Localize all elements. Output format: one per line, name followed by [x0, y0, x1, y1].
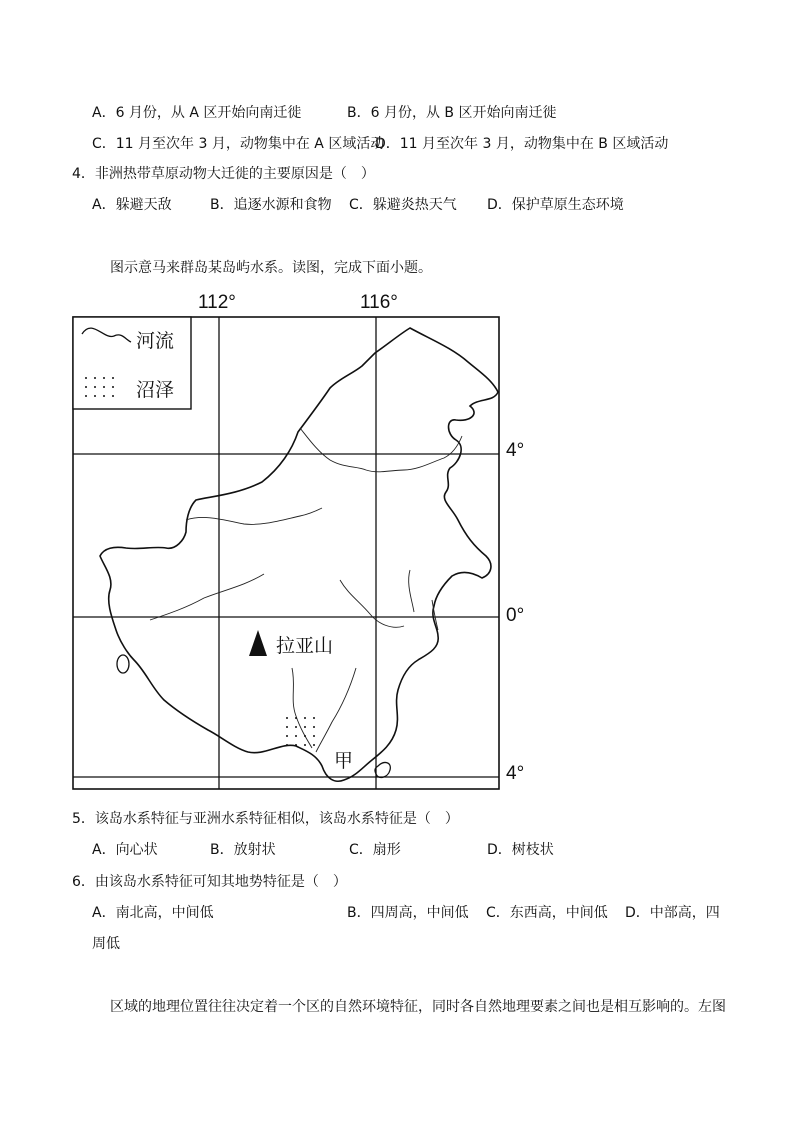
q6-option-d-text: D．中部高，四 [625, 905, 720, 921]
q3-option-d: D．11 月至次年 3 月，动物集中在 B 区域活动 [375, 136, 669, 152]
swamp-area [286, 717, 315, 746]
river-west-upper [186, 508, 322, 524]
q6-option-b: B．四周高，中间低 [347, 905, 469, 921]
islet-west [117, 655, 129, 673]
intro-text: 图示意马来群岛某岛屿水系。读图，完成下面小题。 [110, 260, 432, 276]
river-east-central [340, 580, 404, 627]
lat-label-0: 0° [506, 605, 525, 626]
legend-swamp-label: 沼泽 [136, 380, 175, 401]
legend-river-label: 河流 [136, 331, 175, 352]
lat-label-4n: 4° [506, 440, 525, 461]
river-east-branch [409, 570, 414, 612]
mountain-icon [249, 630, 267, 656]
river-west-lower [150, 574, 264, 620]
q6-option-d-continuation: 周低 [92, 936, 120, 952]
q3-option-c: C．11 月至次年 3 月，动物集中在 A 区域活动 [92, 136, 385, 152]
river-south-east [316, 668, 356, 752]
q6-option-d [625, 898, 728, 929]
islet-southeast [375, 763, 390, 778]
river-north [300, 428, 462, 472]
q4-option-c: C．躲避炎热天气 [349, 197, 457, 213]
mountain-label: 拉亚山 [276, 636, 334, 657]
q5-option-a: A．向心状 [92, 842, 158, 858]
q4-option-a: A．躲避天敌 [92, 197, 172, 213]
q6-stem: 6．由该岛水系特征可知其地势特征是（ ） [72, 874, 347, 890]
final-paragraph: 区域的地理位置往往决定着一个区的自然环境特征，同时各自然地理要素之间也是相互影响的。左图 [110, 999, 726, 1015]
q4-option-b: B．追逐水源和食物 [210, 197, 332, 213]
q5-stem: 5．该岛水系特征与亚洲水系特征相似，该岛水系特征是（ ） [72, 811, 459, 827]
q3-option-b: B．6 月份，从 B 区开始向南迁徙 [347, 105, 557, 121]
q4-stem: 4．非洲热带草原动物大迁徙的主要原因是（ ） [72, 166, 375, 182]
point-jia-label: 甲 [334, 751, 354, 772]
q5-option-c: C．扇形 [349, 842, 401, 858]
lon-label-112: 112° [198, 292, 236, 313]
q5-option-d: D．树枝状 [487, 842, 554, 858]
q6-option-a: A．南北高，中间低 [92, 905, 214, 921]
q3-option-a: A．6 月份，从 A 区开始向南迁徙 [92, 105, 302, 121]
lon-label-116: 116° [360, 292, 398, 313]
lat-label-4s: 4° [506, 763, 525, 784]
q5-option-b: B．放射状 [210, 842, 276, 858]
q6-option-c: C．东西高，中间低 [486, 905, 608, 921]
q4-option-d: D．保护草原生态环境 [487, 197, 624, 213]
